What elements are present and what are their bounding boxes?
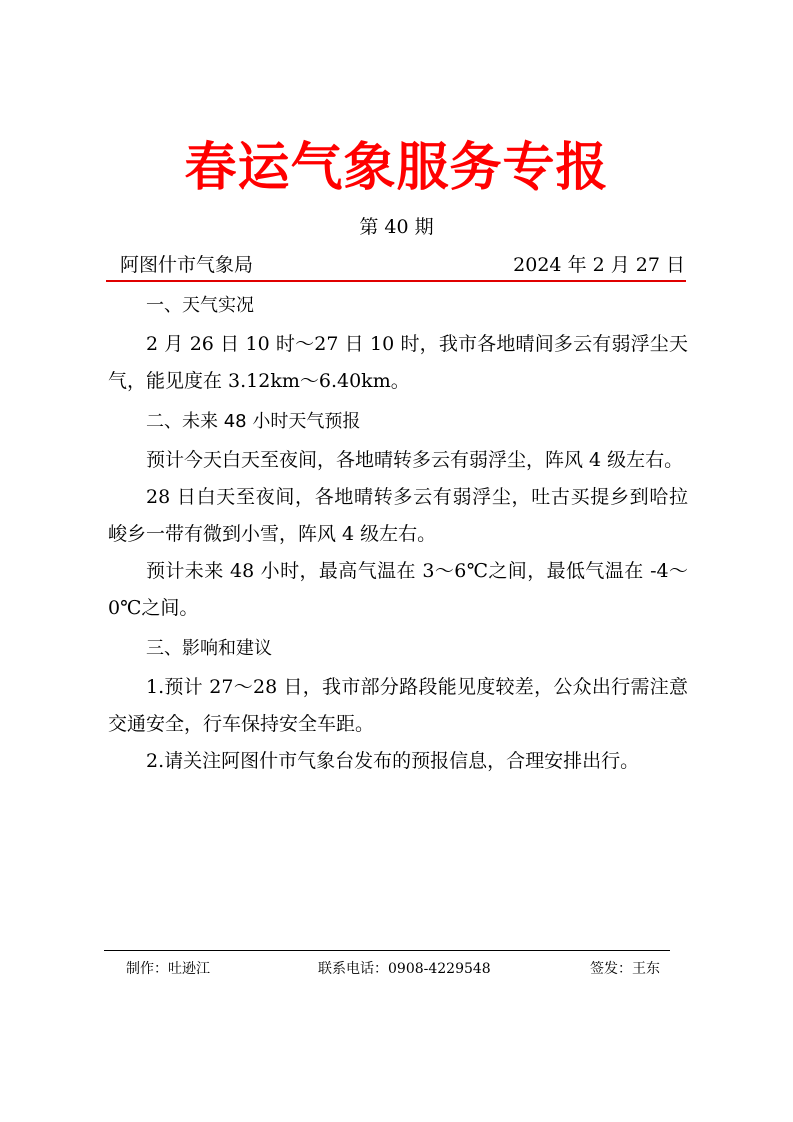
paragraph-forecast-today: 预计今天白天至夜间，各地晴转多云有弱浮尘，阵风 4 级左右。 <box>146 449 684 471</box>
issue-number: 第 40 期 <box>359 216 434 238</box>
paragraph-forecast-temperature: 预计未来 48 小时，最高气温在 3～6℃之间，最低气温在 -4～0℃之间。 <box>108 560 688 619</box>
report-body <box>108 286 688 780</box>
footer-divider <box>104 950 670 951</box>
section-heading-forecast: 二、未来 48 小时天气预报 <box>146 411 361 432</box>
paragraph-current-weather: 2 月 26 日 10 时～27 日 10 时，我市各地晴间多云有弱浮尘天气，能见度在 3.12km～6.40km。 <box>108 333 688 392</box>
paragraph-advice-2: 2.请关注阿图什市气象台发布的预报信息，合理安排出行。 <box>146 750 640 772</box>
footer-phone: 联系电话：0908-4229548 <box>318 961 491 977</box>
header-divider <box>106 280 686 282</box>
paragraph-forecast-28th: 28 日白天至夜间，各地晴转多云有弱浮尘，吐古买提乡到哈拉峻乡一带有微到小雪，阵风 4 级左右。 <box>108 486 688 545</box>
report-title: 春运气象服务专报 <box>184 138 609 198</box>
paragraph-advice-1: 1.预计 27～28 日，我市部分路段能见度较差，公众出行需注意交通安全，行车保持安全车距。 <box>108 676 688 735</box>
section-heading-advice: 三、影响和建议 <box>146 638 272 659</box>
section-heading-current-weather: 一、天气实况 <box>146 295 254 316</box>
report-date: 2024 年 2 月 27 日 <box>513 254 685 276</box>
agency-name: 阿图什市气象局 <box>120 254 254 276</box>
footer-issuer: 签发：王东 <box>590 961 660 977</box>
footer-maker: 制作：吐逊江 <box>126 961 210 977</box>
